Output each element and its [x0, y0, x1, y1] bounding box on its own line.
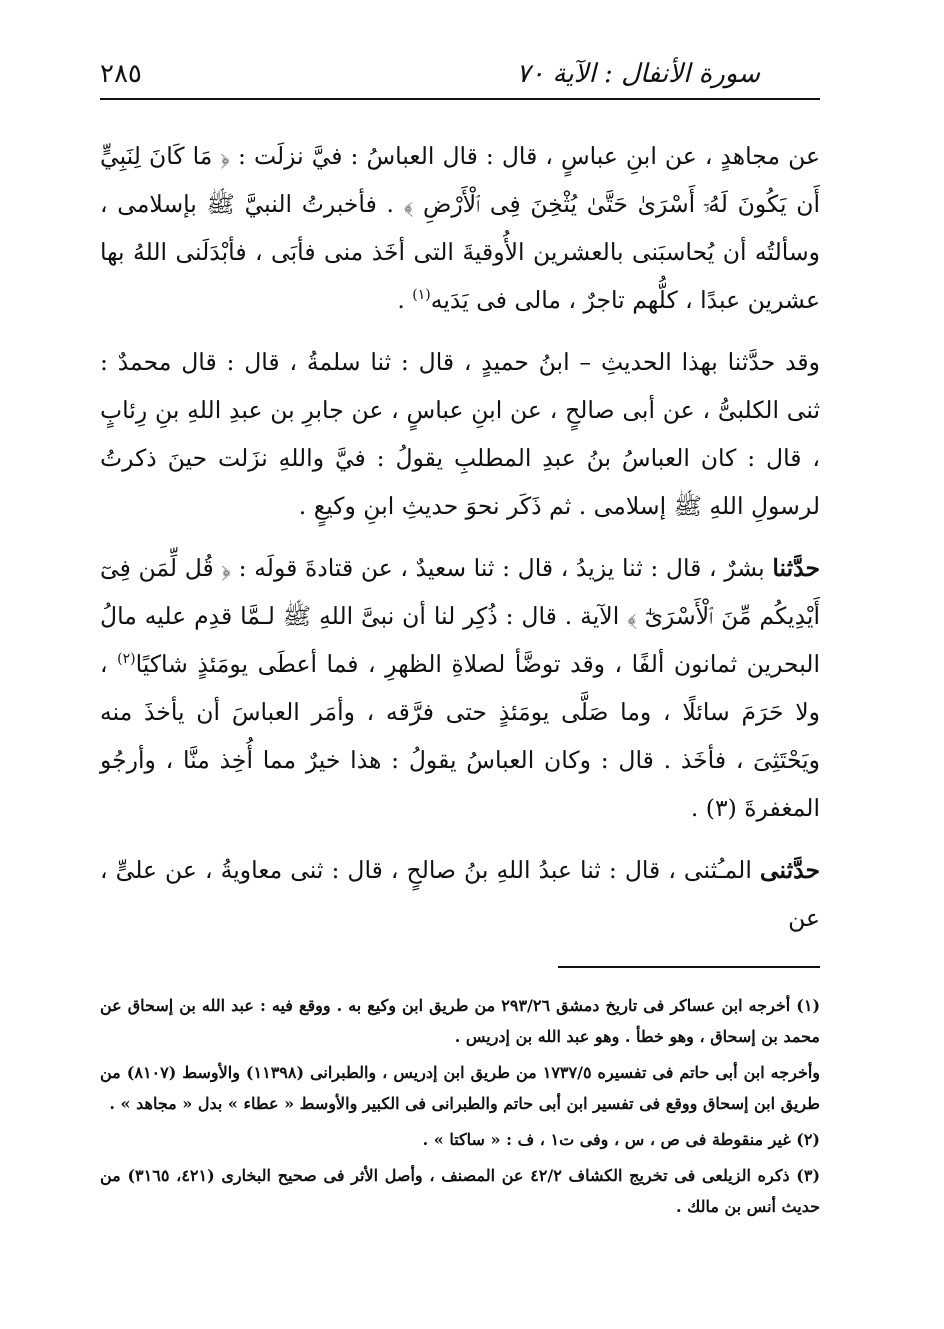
paragraph-lead: حدَّثنا — [772, 554, 820, 582]
paragraph-end: . — [397, 286, 413, 314]
footnote-ref: (٢) — [117, 651, 136, 668]
main-text — [100, 132, 820, 956]
paragraph-text: عن مجاهدٍ ، عن ابنِ عباسٍ ، قال : قال العباسُ : فيَّ نزلَت : ﴿ مَا كَانَ لِنَبِيٍّ أَن يَكُونَ لَهُۥٓ أَسْرَىٰ حَتَّىٰ يُثْخِنَ فِى ٱلْأَرْضِ ﴾ . فأخبرتُ النبيَّ ﷺ بإسلامى ، وسألتُه أن يُحاسبَنى بالعشرين الأُوقيةَ التى أخَذ منى فأبَى ، فأبْدَلَنى اللهُ بها عشرين عبدًا ، كلُّهم تاجرٌ ، مالى فى يَدَيه — [100, 142, 820, 314]
footnote-ref: (١) — [412, 287, 431, 304]
page-number: ٢٨٥ — [100, 59, 142, 89]
header-rule — [100, 98, 820, 100]
paragraph — [100, 846, 820, 942]
page-header — [100, 55, 820, 95]
footnote: (٢) غير منقوطة فى ص ، س ، وفى ت١ ، ف : « ساكتا » . — [422, 1130, 820, 1149]
running-title: سورة الأنفال : الآية ٧٠ — [516, 59, 760, 89]
paragraph-text: وقد حدَّثنا بهذا الحديثِ – ابنُ حميدٍ ، قال : ثنا سلمةُ ، قال : قال محمدٌ : ثنى الكلبىُّ ، عن أبى صالحٍ ، عن ابنِ عباسٍ ، عن جابرِ بن عبدِ اللهِ بنِ رِئابٍ ، قال : كان العباسُ بنُ عبدِ المطلبِ يقولُ : فيَّ واللهِ نزَلت حينَ ذكرتُ لرسولِ اللهِ ﷺ إسلامى . ثم ذَكَر نحوَ حديثِ ابنِ وكيعٍ . — [100, 348, 820, 520]
paragraph-text: المـُثنى ، قال : ثنا عبدُ اللهِ بنُ صالحٍ ، قال : ثنى معاويةُ ، عن علىٍّ ، عن — [100, 856, 820, 932]
paragraph — [100, 132, 820, 324]
paragraph-text: بشرٌ ، قال : ثنا يزيدُ ، قال : ثنا سعيدٌ ، عن قتادةَ قولَه : ﴿ قُل لِّمَن فِىٓ أَيْدِيكُم مِّنَ ٱلْأَسْرَىٰٓ ﴾ الآية . قال : ذُكِر لنا أن نبىَّ اللهِ ﷺ لـمَّا قدِم عليه مالُ البحرين ثمانون ألفًا ، وقد توضَّأ لصلاةِ الظهرِ ، فما أعطَى يومَئذٍ شاكيًا — [100, 554, 820, 678]
paragraph-end: ، ولا حَرَمَ سائلًا ، وما صَلَّى يومَئذٍ حتى فرَّقه ، وأمَر العباسَ أن يأخذَ منه ويَحْتَثِىَ ، فأخَذ . قال : وكان العباسُ يقولُ : هذا خيرٌ مما أُخِذ منَّا ، وأرجُو المغفرةَ (٣) . — [100, 650, 820, 822]
footnote-separator — [558, 966, 820, 968]
paragraph — [100, 338, 820, 530]
footnotes — [100, 990, 820, 1227]
footnote: (١) أخرجه ابن عساكر فى تاريخ دمشق ٢٩٣/٢٦ من طريق ابن وكيع به . ووقع فيه : عبد الله بن إسحاق عن محمد بن إسحاق ، وهو خطأ . وهو عبد الله بن إدريس . — [100, 996, 821, 1046]
footnote: وأخرجه ابن أبى حاتم فى تفسيره ١٧٣٧/٥ من طريق ابن إدريس ، والطبرانى (١١٣٩٨) والأوسط (٨١٠٧) من طريق ابن إسحاق ووقع فى تفسير ابن أبى حاتم والطبرانى فى الكبير والأوسط « عطاء » بدل « مجاهد » . — [100, 1063, 821, 1113]
footnote: (٣) ذكره الزيلعى فى تخريج الكشاف ٤٢/٢ عن المصنف ، وأصل الأثر فى صحيح البخارى (٤٢١، ٣١٦٥) من حديث أنس بن مالك . — [100, 1166, 821, 1216]
paragraph — [100, 544, 820, 832]
paragraph-lead: حدَّثنى — [759, 856, 820, 884]
